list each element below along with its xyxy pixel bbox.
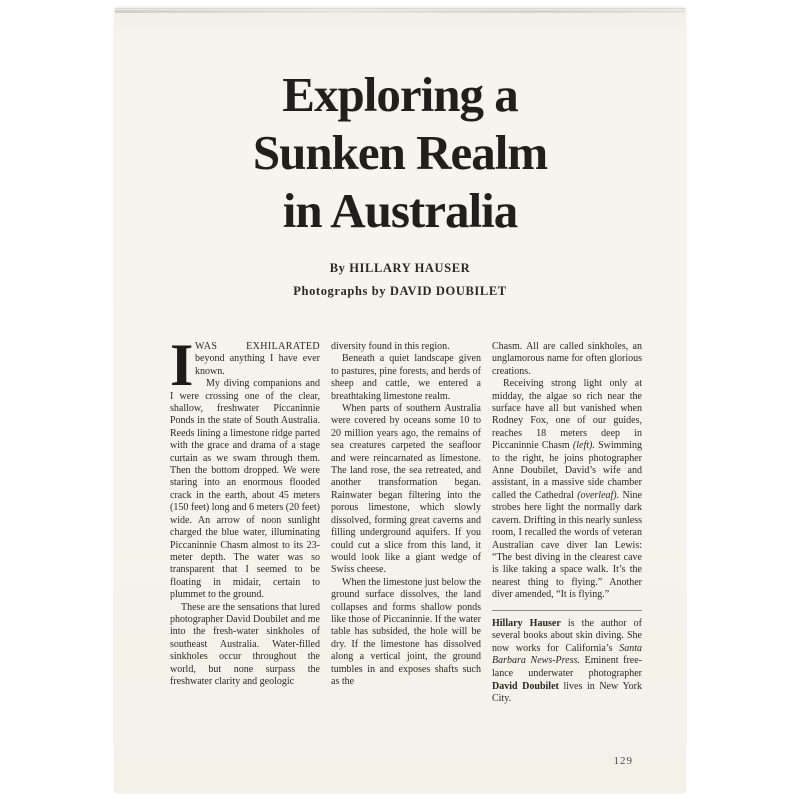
- bio-divider-rule: [492, 610, 642, 611]
- article-title: [115, 66, 685, 240]
- lead-small-caps: WAS EXHILARATED: [195, 341, 320, 352]
- title-line-2: Sunken Realm: [252, 125, 548, 180]
- paragraph-continued: Chasm. All are called sinkholes, an unglamorous name for often glorious creations.: [492, 341, 642, 377]
- author-byline: By HILLARY HAUSER: [329, 261, 471, 275]
- byline-block: [115, 257, 685, 303]
- paragraph: [492, 378, 642, 601]
- author-bio: [492, 618, 642, 706]
- paragraph-continued: diversity found in this region.: [331, 341, 450, 352]
- bio-text: lives in New York City.: [492, 680, 642, 705]
- paragraph: When parts of southern Australia were covered by oceans some 10 to 20 million years ago, the remains of sea creatures carpeted the seafloor and were reincarnated as limestone. The land rose, the sea retreated, and another transformation began. Rainwater began filtering into the porous limestone, which slowly dissolved, forming great caverns and filling underground aquifers. If you could cut a slice from this land, it would look like a giant wedge of Swiss cheese.: [331, 403, 481, 576]
- paragraph-text: Swimming to the right, he joins photographer Anne Doubilet, David’s wife and assistant, in a massive side chamber called the Cathedral: [492, 440, 642, 501]
- article-body: [170, 332, 643, 706]
- photo-credit: Photographs by DAVID DOUBILET: [293, 284, 507, 298]
- bio-text: Eminent free-lance underwater photographer: [492, 655, 643, 679]
- bio-publication-name: Santa Barbara News-Press.: [492, 642, 642, 667]
- photo-reference-left: (left).: [572, 440, 595, 452]
- column-2: [331, 341, 481, 706]
- paragraph: My diving companions and I were crossing one of the clear, shallow, freshwater Piccaninnie Ponds in the state of South Australia. Reeds lining a limestone ridge parted with the grace and drama of a stage curtain as we swam through them. Then the bottom dropped. We were staring into an enormous flooded crack in the earth, about 45 meters (150 feet) long and 6 meters (20 feet) wide. An arrow of noon sunlight charged the blue water, illuminating Piccaninnie Chasm almost to its 23-meter depth. The water was so transparent that I seemed to be floating in midair, certain to plummet to the ground.: [170, 378, 320, 601]
- bio-author-name: Hillary Hauser: [492, 617, 561, 629]
- photo-reference-overleaf: (overleaf).: [577, 489, 620, 501]
- bio-text: is the author of several books about skin diving. She now works for California’s: [492, 617, 642, 654]
- paragraph-text: Nine strobes here light the normally dark cavern. Drifting in this nearly sunless room, I recalled the words of veteran Australian cave diver Ian Lewis: “The best diving in the clearest cave is like taking a space walk. It’s the nearest thing to flying.” Another diver amended, “It is flying.”: [492, 489, 642, 601]
- paragraph: Beneath a quiet landscape given to pastures, pine forests, and herds of sheep and cattle, we entered a breathtaking limestone realm.: [331, 353, 481, 402]
- bio-photographer-name: David Doubilet: [492, 680, 559, 692]
- paragraph-text: Receiving strong light only at midday, the algae so rich near the surface have all but vanished when Rodney Fox, one of our guides, reaches 18 meters deep in Piccaninnie Chasm: [492, 378, 642, 452]
- title-line-3: in Australia: [282, 183, 518, 238]
- column-1: [170, 332, 320, 706]
- page-number: 129: [613, 755, 633, 767]
- paragraph: When the limestone just below the ground surface dissolves, the land collapses and forms shallow ponds like those of Piccaninnie. If the water table has subsided, the hole will be dry. If the limestone has dissolved along a vertical joint, the ground tumbles in and exposes shafts such as the: [331, 576, 481, 687]
- paragraph-text: beyond anything I have ever known.: [195, 353, 320, 377]
- paragraph-opening: [170, 332, 320, 398]
- drop-cap: I: [170, 332, 194, 398]
- magazine-page: [115, 8, 685, 792]
- column-3: [492, 341, 642, 706]
- title-line-1: Exploring a: [282, 67, 518, 122]
- paragraph: These are the sensations that lured photographer David Doubilet and me into the fresh-water sinkholes of southeast Australia. Water-filled sinkholes occur throughout the world, but none surpass the freshwater clarity and geologic: [170, 601, 320, 687]
